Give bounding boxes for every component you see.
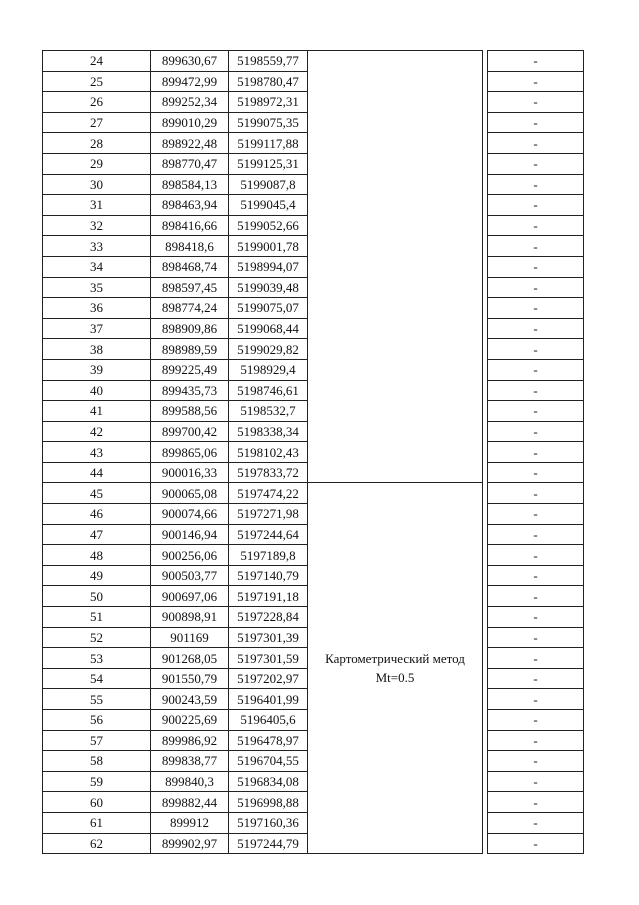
y-coordinate-cell: 5197271,98 [229, 504, 308, 525]
x-coordinate-cell: 899986,92 [151, 730, 229, 751]
point-number-cell: 30 [43, 174, 151, 195]
point-number-cell: 31 [43, 195, 151, 216]
point-number-cell: 62 [43, 833, 151, 854]
point-number-cell: 50 [43, 586, 151, 607]
y-coordinate-cell: 5197191,18 [229, 586, 308, 607]
table-row [43, 51, 584, 72]
accuracy-cell: - [488, 359, 584, 380]
accuracy-cell: - [488, 215, 584, 236]
point-number-cell: 44 [43, 462, 151, 483]
accuracy-cell: - [488, 92, 584, 113]
accuracy-cell: - [488, 442, 584, 463]
accuracy-cell: - [488, 256, 584, 277]
x-coordinate-cell: 899010,29 [151, 112, 229, 133]
accuracy-cell: - [488, 421, 584, 442]
x-coordinate-cell: 901169 [151, 627, 229, 648]
y-coordinate-cell: 5198746,61 [229, 380, 308, 401]
point-number-cell: 45 [43, 483, 151, 504]
x-coordinate-cell: 899882,44 [151, 792, 229, 813]
accuracy-cell: - [488, 565, 584, 586]
y-coordinate-cell: 5197301,59 [229, 648, 308, 669]
point-number-cell: 26 [43, 92, 151, 113]
x-coordinate-cell: 899902,97 [151, 833, 229, 854]
x-coordinate-cell: 899700,42 [151, 421, 229, 442]
y-coordinate-cell: 5198559,77 [229, 51, 308, 72]
accuracy-cell: - [488, 462, 584, 483]
x-coordinate-cell: 899630,67 [151, 51, 229, 72]
y-coordinate-cell: 5199125,31 [229, 153, 308, 174]
point-number-cell: 46 [43, 504, 151, 525]
accuracy-cell: - [488, 51, 584, 72]
accuracy-cell: - [488, 153, 584, 174]
y-coordinate-cell: 5198972,31 [229, 92, 308, 113]
accuracy-cell: - [488, 339, 584, 360]
x-coordinate-cell: 900898,91 [151, 607, 229, 628]
x-coordinate-cell: 898770,47 [151, 153, 229, 174]
y-coordinate-cell: 5199052,66 [229, 215, 308, 236]
x-coordinate-cell: 900225,69 [151, 710, 229, 731]
accuracy-cell: - [488, 771, 584, 792]
accuracy-cell: - [488, 195, 584, 216]
accuracy-mt-label: Mt=0.5 [375, 670, 415, 686]
point-number-cell: 25 [43, 71, 151, 92]
x-coordinate-cell: 899472,99 [151, 71, 229, 92]
x-coordinate-cell: 900146,94 [151, 524, 229, 545]
y-coordinate-cell: 5196405,6 [229, 710, 308, 731]
y-coordinate-cell: 5196998,88 [229, 792, 308, 813]
accuracy-cell: - [488, 730, 584, 751]
x-coordinate-cell: 898989,59 [151, 339, 229, 360]
x-coordinate-cell: 900256,06 [151, 545, 229, 566]
y-coordinate-cell: 5197189,8 [229, 545, 308, 566]
x-coordinate-cell: 900503,77 [151, 565, 229, 586]
x-coordinate-cell: 899588,56 [151, 401, 229, 422]
point-number-cell: 40 [43, 380, 151, 401]
accuracy-cell: - [488, 812, 584, 833]
accuracy-cell: - [488, 545, 584, 566]
y-coordinate-cell: 5199117,88 [229, 133, 308, 154]
point-number-cell: 27 [43, 112, 151, 133]
accuracy-cell: - [488, 133, 584, 154]
accuracy-cell: - [488, 298, 584, 319]
y-coordinate-cell: 5199001,78 [229, 236, 308, 257]
x-coordinate-cell: 898463,94 [151, 195, 229, 216]
accuracy-cell: - [488, 380, 584, 401]
y-coordinate-cell: 5199075,35 [229, 112, 308, 133]
point-number-cell: 29 [43, 153, 151, 174]
x-coordinate-cell: 898584,13 [151, 174, 229, 195]
x-coordinate-cell: 901550,79 [151, 668, 229, 689]
point-number-cell: 56 [43, 710, 151, 731]
table-row [43, 483, 584, 504]
x-coordinate-cell: 898774,24 [151, 298, 229, 319]
method-label: Картометрический метод [325, 651, 465, 667]
y-coordinate-cell: 5197202,97 [229, 668, 308, 689]
y-coordinate-cell: 5199075,07 [229, 298, 308, 319]
point-number-cell: 52 [43, 627, 151, 648]
x-coordinate-cell: 899865,06 [151, 442, 229, 463]
point-number-cell: 51 [43, 607, 151, 628]
y-coordinate-cell: 5197244,79 [229, 833, 308, 854]
accuracy-cell: - [488, 401, 584, 422]
accuracy-cell: - [488, 689, 584, 710]
point-number-cell: 28 [43, 133, 151, 154]
point-number-cell: 47 [43, 524, 151, 545]
point-number-cell: 61 [43, 812, 151, 833]
x-coordinate-cell: 899252,34 [151, 92, 229, 113]
accuracy-cell: - [488, 277, 584, 298]
y-coordinate-cell: 5196401,99 [229, 689, 308, 710]
point-number-cell: 35 [43, 277, 151, 298]
point-number-cell: 33 [43, 236, 151, 257]
point-number-cell: 41 [43, 401, 151, 422]
point-number-cell: 24 [43, 51, 151, 72]
x-coordinate-cell: 898416,66 [151, 215, 229, 236]
accuracy-cell: - [488, 504, 584, 525]
y-coordinate-cell: 5196478,97 [229, 730, 308, 751]
coordinates-table-body [43, 51, 584, 854]
accuracy-cell: - [488, 112, 584, 133]
x-coordinate-cell: 898418,6 [151, 236, 229, 257]
x-coordinate-cell: 898597,45 [151, 277, 229, 298]
x-coordinate-cell: 898468,74 [151, 256, 229, 277]
y-coordinate-cell: 5197301,39 [229, 627, 308, 648]
y-coordinate-cell: 5198532,7 [229, 401, 308, 422]
x-coordinate-cell: 900065,08 [151, 483, 229, 504]
x-coordinate-cell: 899225,49 [151, 359, 229, 380]
y-coordinate-cell: 5198780,47 [229, 71, 308, 92]
accuracy-cell: - [488, 586, 584, 607]
point-number-cell: 48 [43, 545, 151, 566]
point-number-cell: 59 [43, 771, 151, 792]
x-coordinate-cell: 901268,05 [151, 648, 229, 669]
point-number-cell: 57 [43, 730, 151, 751]
x-coordinate-cell: 899435,73 [151, 380, 229, 401]
point-number-cell: 53 [43, 648, 151, 669]
point-number-cell: 58 [43, 751, 151, 772]
x-coordinate-cell: 900074,66 [151, 504, 229, 525]
accuracy-cell: - [488, 483, 584, 504]
accuracy-cell: - [488, 524, 584, 545]
y-coordinate-cell: 5198338,34 [229, 421, 308, 442]
accuracy-cell: - [488, 607, 584, 628]
y-coordinate-cell: 5198994,07 [229, 256, 308, 277]
method-cell [308, 483, 483, 854]
y-coordinate-cell: 5197474,22 [229, 483, 308, 504]
point-number-cell: 49 [43, 565, 151, 586]
x-coordinate-cell: 900016,33 [151, 462, 229, 483]
x-coordinate-cell: 900697,06 [151, 586, 229, 607]
x-coordinate-cell: 898909,86 [151, 318, 229, 339]
point-number-cell: 37 [43, 318, 151, 339]
accuracy-cell: - [488, 792, 584, 813]
y-coordinate-cell: 5199068,44 [229, 318, 308, 339]
point-number-cell: 32 [43, 215, 151, 236]
point-number-cell: 55 [43, 689, 151, 710]
y-coordinate-cell: 5199039,48 [229, 277, 308, 298]
accuracy-cell: - [488, 668, 584, 689]
y-coordinate-cell: 5196704,55 [229, 751, 308, 772]
coordinates-table [42, 50, 584, 854]
x-coordinate-cell: 900243,59 [151, 689, 229, 710]
accuracy-cell: - [488, 174, 584, 195]
point-number-cell: 36 [43, 298, 151, 319]
y-coordinate-cell: 5197160,36 [229, 812, 308, 833]
point-number-cell: 39 [43, 359, 151, 380]
y-coordinate-cell: 5197228,84 [229, 607, 308, 628]
x-coordinate-cell: 899912 [151, 812, 229, 833]
y-coordinate-cell: 5199045,4 [229, 195, 308, 216]
point-number-cell: 60 [43, 792, 151, 813]
point-number-cell: 42 [43, 421, 151, 442]
y-coordinate-cell: 5197140,79 [229, 565, 308, 586]
point-number-cell: 54 [43, 668, 151, 689]
x-coordinate-cell: 899838,77 [151, 751, 229, 772]
point-number-cell: 34 [43, 256, 151, 277]
y-coordinate-cell: 5198929,4 [229, 359, 308, 380]
accuracy-cell: - [488, 710, 584, 731]
method-cell-upper [308, 51, 483, 483]
point-number-cell: 38 [43, 339, 151, 360]
accuracy-cell: - [488, 318, 584, 339]
point-number-cell: 43 [43, 442, 151, 463]
accuracy-cell: - [488, 751, 584, 772]
y-coordinate-cell: 5199029,82 [229, 339, 308, 360]
x-coordinate-cell: 898922,48 [151, 133, 229, 154]
accuracy-cell: - [488, 236, 584, 257]
y-coordinate-cell: 5198102,43 [229, 442, 308, 463]
accuracy-cell: - [488, 627, 584, 648]
x-coordinate-cell: 899840,3 [151, 771, 229, 792]
accuracy-cell: - [488, 833, 584, 854]
accuracy-cell: - [488, 71, 584, 92]
y-coordinate-cell: 5196834,08 [229, 771, 308, 792]
y-coordinate-cell: 5199087,8 [229, 174, 308, 195]
y-coordinate-cell: 5197833,72 [229, 462, 308, 483]
y-coordinate-cell: 5197244,64 [229, 524, 308, 545]
accuracy-cell: - [488, 648, 584, 669]
